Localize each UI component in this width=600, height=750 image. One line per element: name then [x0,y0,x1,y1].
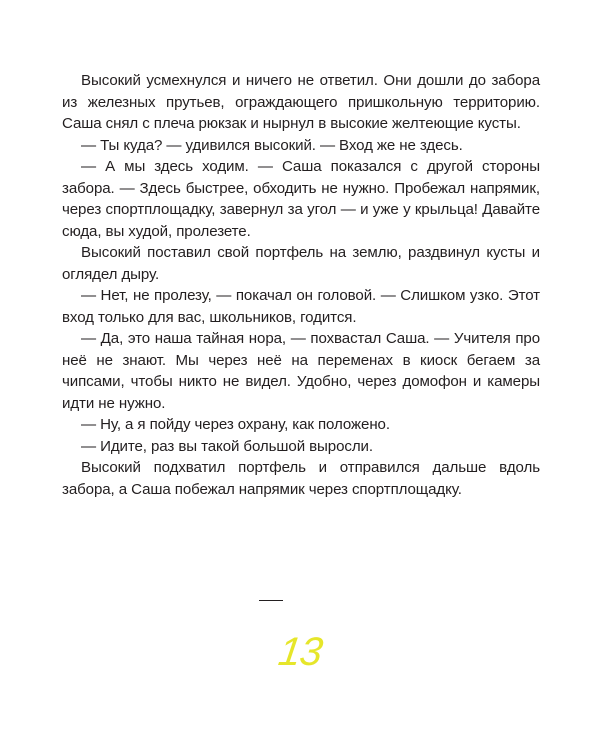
paragraph: — Ну, а я пойду через охрану, как положено. [81,416,390,433]
paragraph: Высокий подхватил портфель и отправился дальше вдоль забора, а Саша побежал напрямик через спортплощадку. [62,459,540,498]
paragraph: — Идите, раз вы такой большой выросли. [81,437,373,455]
paragraph: — Нет, не пролезу, — покачал он головой. — Слишком узко. Этот вход только для вас, школьников, годится. [62,287,540,326]
section-divider [259,600,283,601]
paragraph: — Да, это наша тайная нора, — похвастал Саша. — Учителя про неё не знают. Мы через неё на переменах в киоск бегаем за чипсами, чтобы никто не видел. Удобно, через домофон и камеры идти не нужно. [62,330,540,412]
paragraph: Высокий усмехнулся и ничего не ответил. Они дошли до забора из железных прутьев, ограждающего пришкольную территорию. Саша снял с плеча рюкзак и нырнул в высокие желтеющие кусты. [62,72,540,132]
page-number: 13 [275,630,325,674]
paragraph: Высокий поставил свой портфель на землю, раздвинул кусты и оглядел дыру. [62,244,540,283]
paragraph: — А мы здесь ходим. — Саша показался с другой стороны забора. — Здесь быстрее, обходить не нужно. Пробежал напрямик, через спортплощадку, завернул за угол — и уже у крыльца! Давайте сюда, вы худой, пролезете. [62,158,540,240]
page-body [62,70,540,500]
paragraph: — Ты куда? — удивился высокий. — Вход же не здесь. [81,136,463,154]
